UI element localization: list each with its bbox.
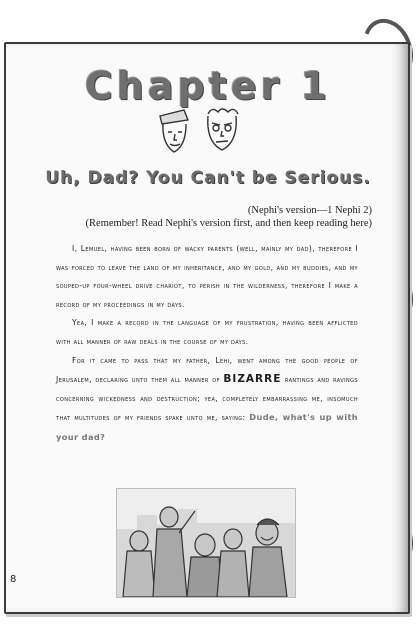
chapter-title: Chapter 1 [84, 64, 332, 108]
source-line-1: (Nephi's version—1 Nephi 2) [247, 205, 372, 216]
friends-quote: Dude, what's up with your dad? [56, 412, 358, 442]
crowd-illustration [116, 488, 296, 598]
chapter-subtitle: Uh, Dad? You Can't be Serious. [45, 168, 371, 188]
paragraph-1: I, Lemuel, having been born of wacky parents (well, mainly my dad), therefore I was forced to leave the land of my inheritance, and my gold, and my buddies, and my souped-up four-wheel drive chariot, to perish in the wilderness, therefore I make a record of my proceedings in my days. [56, 244, 358, 309]
paragraph-3 [56, 352, 358, 448]
face-left-icon [160, 110, 188, 152]
page-shade [390, 44, 408, 612]
faces-icon [146, 104, 256, 160]
bizarre-word: BIZARRE [223, 373, 282, 386]
paragraph-3-text-a: For it came to pass that my father, Lehi, went among the good people of Jerusalem, declaring unto them all manner of [56, 355, 358, 385]
crowd-drawing [117, 489, 295, 597]
paragraph-3-text-b: rantings and ravings concerning wickedness and destruction; yea, completely embarrassing me, insomuch that multitudes of my friends spake unto me, saying: [56, 375, 358, 423]
page-number: 8 [10, 574, 17, 585]
source-line-2: (Remember! Read Nephi's version first, and then keep reading here) [85, 218, 372, 229]
face-right-icon [208, 109, 238, 150]
paragraph-2: Yea, I make a record in the language of my frustration, having been afflicted with all manner of raw deals in the course of my days. [56, 318, 358, 346]
source-note [86, 204, 372, 230]
body-text [56, 240, 358, 448]
